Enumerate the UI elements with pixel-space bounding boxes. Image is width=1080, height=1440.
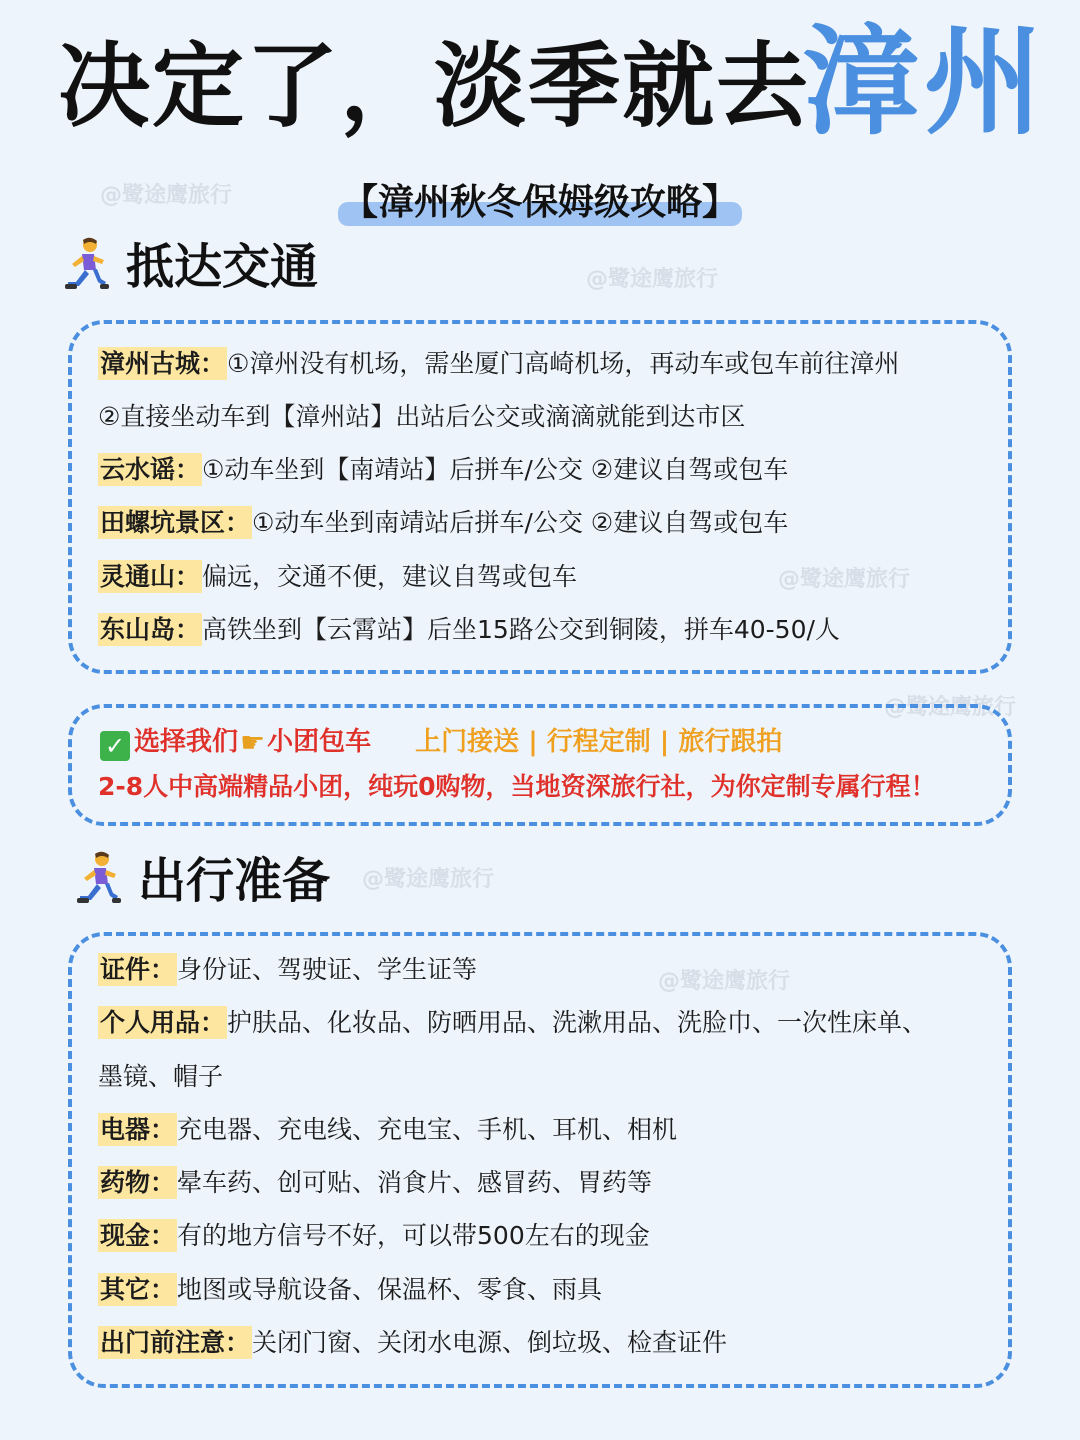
watermark: @鹭途鹰旅行: [658, 969, 791, 994]
prep-item: [98, 1216, 650, 1256]
watermark: @鹭途鹰旅行: [100, 183, 233, 208]
runner-icon: [72, 850, 122, 910]
item-text: 护肤品、化妆品、防晒用品、洗漱用品、洗脸巾、一次性床单、: [227, 1008, 928, 1037]
item-label: 东山岛：: [100, 615, 201, 644]
prep-box: [68, 932, 1012, 1388]
watermark: @鹭途鹰旅行: [362, 867, 495, 892]
item-label: 现金：: [100, 1221, 176, 1250]
pointing-hand-icon: ☛: [240, 726, 266, 759]
promo-description: 2-8人中高端精品小团，纯玩0购物，当地资深旅行社，为你定制专属行程！: [98, 772, 936, 801]
item-label: 个人用品：: [100, 1008, 226, 1037]
prep-item: [98, 1270, 602, 1310]
transport-item: [98, 397, 745, 437]
transport-item: [98, 450, 788, 490]
watermark: @鹭途鹰旅行: [778, 567, 911, 592]
prep-section-header: [72, 846, 472, 916]
item-text: ①漳州没有机场，需坐厦门高崎机场，再动车或包车前往漳州: [227, 349, 900, 378]
item-text: 高铁坐到【云霄站】后坐15路公交到铜陵，拼车40-50/人: [202, 615, 840, 644]
item-label: 电器：: [100, 1115, 176, 1144]
prep-item: [98, 1163, 652, 1203]
prep-item: [98, 1057, 223, 1097]
item-label: 云水谣：: [100, 455, 201, 484]
item-text: 有的地方信号不好，可以带500左右的现金: [177, 1221, 650, 1250]
prep-item: [98, 950, 477, 990]
page-title: [58, 13, 1048, 151]
runner-icon: [60, 236, 110, 296]
item-text: ①动车坐到南靖站后拼车/公交 ②建议自驾或包车: [252, 508, 789, 537]
item-label: 其它：: [100, 1275, 176, 1304]
item-label: 田螺坑景区：: [100, 508, 251, 537]
item-label: 出门前注意：: [100, 1328, 251, 1357]
item-text: 地图或导航设备、保温杯、零食、雨具: [177, 1275, 603, 1304]
transport-item: [98, 610, 840, 650]
item-label: 证件：: [100, 955, 176, 984]
prep-item: [98, 1110, 677, 1150]
title-city: 漳州: [802, 13, 1047, 151]
item-label: 漳州古城：: [100, 349, 226, 378]
item-label: 灵通山：: [100, 562, 201, 591]
watermark: @鹭途鹰旅行: [586, 267, 719, 292]
item-text: 晕车药、创可贴、消食片、感冒药、胃药等: [177, 1168, 653, 1197]
item-text: ②直接坐动车到【漳州站】出站后公交或滴滴就能到达市区: [98, 402, 746, 431]
section-title: 出行准备: [138, 853, 331, 909]
item-label: 药物：: [100, 1168, 176, 1197]
item-text: 关闭门窗、关闭水电源、倒垃圾、检查证件: [252, 1328, 728, 1357]
subtitle-block: [330, 178, 750, 230]
section-title: 抵达交通: [126, 239, 319, 295]
promo-headline: [100, 722, 782, 763]
prep-item: [98, 1003, 927, 1043]
item-text: 偏远，交通不便，建议自驾或包车: [202, 562, 578, 591]
subtitle: 【漳州秋冬保姆级攻略】: [341, 182, 738, 223]
promo-tour: 小团包车: [267, 727, 372, 757]
item-text: 墨镜、帽子: [98, 1062, 224, 1091]
transport-item: [98, 344, 899, 384]
item-text: 充电器、充电线、充电宝、手机、耳机、相机: [177, 1115, 678, 1144]
check-icon: ✓: [100, 731, 130, 761]
promo-choose: 选择我们: [134, 727, 239, 757]
item-text: ①动车坐到【南靖站】后拼车/公交 ②建议自驾或包车: [202, 455, 789, 484]
watermark: @鹭途鹰旅行: [884, 695, 1017, 720]
transport-section-header: [60, 232, 460, 302]
title-main: 决定了，淡季就去: [58, 33, 811, 140]
transport-item: [98, 557, 577, 597]
item-text: 身份证、驾驶证、学生证等: [177, 955, 478, 984]
transport-item: [98, 503, 788, 543]
prep-item: [98, 1323, 727, 1363]
promo-services: 上门接送 | 行程定制 | 旅行跟拍: [415, 727, 783, 757]
